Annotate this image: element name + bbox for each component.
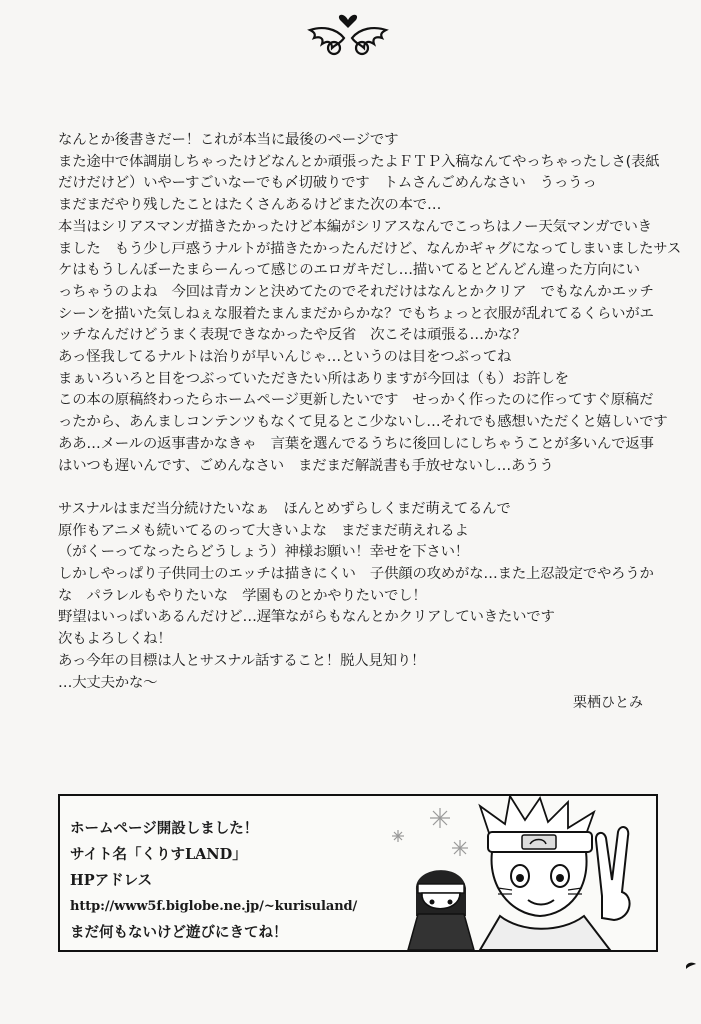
- afterword-line: 野望はいっぱいあるんだけど…遅筆ながらもなんとかクリアしていきたいです: [58, 609, 555, 626]
- afterword-line: 次もよろしくね！: [58, 631, 172, 648]
- afterword-line: な パラレルもやりたいな 学園ものとかやりたいでし！: [58, 587, 427, 604]
- afterword-line: サスナルはまだ当分続けたいなぁ ほんとめずらしくまだ萌えてるんで: [58, 500, 511, 517]
- afterword-line: 本当はシリアスマンガ描きたかったけど本編がシリアスなんでこっちはノー天気マンガでいき: [58, 218, 652, 235]
- notice-announcement: ホームページ開設しました！: [70, 820, 259, 837]
- afterword-line: ました もう少し戸惑うナルトが描きたかったんだけど、なんかギャグになってしまいましたサス: [58, 240, 682, 257]
- afterword-line: だけだけど）いやーすごいなーでも〆切破りです トムさんごめんなさい うっうっ: [58, 175, 597, 192]
- notice-site-name: サイト名「くりすLAND」: [70, 846, 247, 863]
- afterword-line: この本の原稿終わったらホームページ更新したいです せっかく作ったのに作ってすぐ原稿だ: [58, 392, 654, 409]
- afterword-line: なんとか後書きだー！これが本当に最後のページです: [58, 132, 399, 148]
- afterword-line: ッチなんだけどうまく表現できなかったや反省 次こそは頑張る…かな？: [58, 327, 527, 344]
- afterword-line: まだまだやり残したことはたくさんあるけどまた次の本で…: [58, 197, 442, 214]
- winged-heart-icon: [300, 8, 396, 60]
- afterword-line: ケはもうしんぼーたまらーんって感じのエロガキだし…描いてるとどんどん違った方向にい: [58, 262, 640, 279]
- paragraph-gap: [58, 477, 678, 499]
- afterword-line: …大丈夫かな～: [58, 674, 158, 691]
- afterword-line: しかしやっぱり子供同士のエッチは描きにくい 子供顔の攻めがな…また上忍設定でやろうか: [58, 566, 654, 583]
- afterword-line: あっ怪我してるナルトは治りが早いんじゃ…というのは目をつぶってね: [58, 349, 512, 366]
- afterword-line: シーンを描いた気しねぇな服着たまんまだからかな？でもちょっと衣服が乱れてるくらいがエ: [58, 305, 654, 322]
- author-signature: 栗栖ひとみ: [573, 695, 643, 711]
- afterword-line: （がくーってなったらどうしょう）神様お願い！幸せを下さい！: [58, 544, 469, 561]
- afterword-line: 原作もアニメも続いてるのって大きいよな まだまだ萌えれるよ: [58, 522, 469, 539]
- naruto-peace-sign-illustration: [370, 796, 656, 950]
- afterword-line: っちゃうのよね 今回は青カンと決めてたのでそれだけはなんとかクリア でもなんかエッチ: [58, 283, 654, 300]
- afterword-line: あっ今年の目標は人とサスナル話すること！脱人見知り！: [58, 652, 426, 669]
- afterword-line: まぁいろいろと目をつぶっていただきたい所はありますが今回は（も）お許しを: [58, 370, 569, 387]
- homepage-url-link[interactable]: http://www5f.biglobe.ne.jp/~kurisuland/: [70, 899, 358, 914]
- notice-address-label: HPアドレス: [70, 872, 153, 889]
- afterword-line: ああ…メールの返事書かなきゃ 言葉を選んでるうちに後回しにしちゃうことが多いんで返事: [58, 435, 654, 452]
- afterword-line: また途中で体調崩しちゃったけどなんとか頑張ったよＦＴＰ入稿なんてやっちゃったしさ(表紙: [58, 153, 660, 170]
- afterword-body: [58, 130, 682, 694]
- afterword-line: はいつも遅いんです、ごめんなさい まだまだ解説書も手放せないし…あうう: [58, 457, 554, 474]
- notice-invitation: まだ何もないけど遊びにきてね！: [70, 924, 288, 941]
- afterword-line: ったから、あんましコンテンツもなくて見るとこ少ないし…それでも感想いただくと嬉しいです: [58, 414, 668, 431]
- corner-mark-icon: [685, 960, 697, 970]
- homepage-notice-box: [58, 794, 658, 952]
